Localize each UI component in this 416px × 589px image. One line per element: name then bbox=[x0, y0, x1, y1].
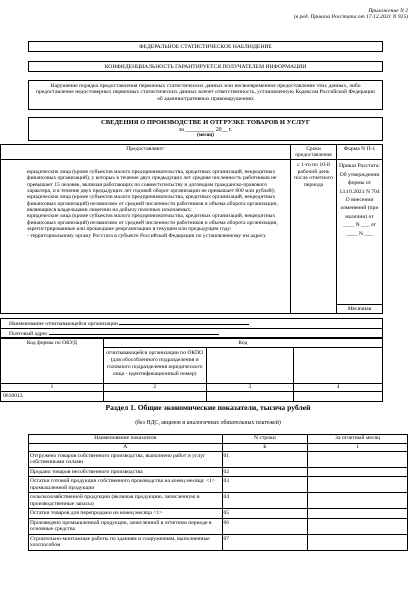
liability-warning bbox=[28, 80, 383, 110]
code-header: Код bbox=[238, 340, 248, 346]
subheader-b: Б bbox=[222, 444, 308, 452]
deadlines-text: с 1-го по 10-й рабочий день после отчетного периода bbox=[294, 162, 333, 188]
observation-text: ФЕДЕРАЛЬНОЕ СТАТИСТИЧЕСКОЕ НАБЛЮДЕНИЕ bbox=[139, 44, 272, 50]
deadlines-body-cell bbox=[291, 160, 337, 314]
row-number: 07 bbox=[222, 534, 308, 550]
period-year: 20__ г. bbox=[215, 126, 232, 133]
submitters-text: юридические лица (кроме субъектов малого предпринимательства, кредитных организаций, некредитных финансовых организаций), у которых в течение двух предыдущих лет средняя численность работников не превышает 15 человек, включая работающих по совместительству и договорам гражданско-правового характера, и в течение двух предыдущих лет годовой оборот организации не превышает 800 млн рублей); юридические лица (кроме субъектов малого предпринимательства, кредитных организаций, некредитных финансовых организаций) независимо от средней численности работников и объема оборота организации, являющиеся владельцами лицензии на добычу полезных ископаемых; юридические лица (кроме субъектов малого предпринимательства, кредитных организаций, некредитных финансовых организаций) независимо от средней численности работников и объема оборота организации, зарегистрированные или прошедшие реорганизацию в текущем или предыдущем году: - территориальному органу Росстата в субъекте Российской Федерации по установленному им адресу bbox=[27, 168, 278, 239]
codes-table bbox=[0, 338, 383, 402]
table-row bbox=[29, 493, 408, 509]
reporting-period bbox=[29, 127, 382, 134]
header-line-number: N строки bbox=[222, 435, 308, 444]
appendix-number: Приложение N 2 bbox=[368, 8, 408, 14]
form-order-text: Приказ Росстата: Об утверждении формы от 13.10.2021 N 704 О внесении изменений (при наличии) от ____ N ___ от ____ N ___ bbox=[339, 163, 380, 237]
okpo-header-cell bbox=[103, 348, 206, 384]
submitters-header: Предоставляют: bbox=[126, 146, 165, 152]
table-row bbox=[29, 452, 408, 468]
row-name: Остатки товаров для перепродажи на конец месяца <1> bbox=[29, 509, 223, 518]
form-number-cell bbox=[337, 145, 383, 160]
okud-code-value: 0610013 bbox=[1, 392, 104, 401]
submitters-header-cell bbox=[1, 145, 291, 160]
deadlines-header: Сроки предоставления bbox=[295, 146, 332, 159]
row-number: 05 bbox=[222, 509, 308, 518]
row-number: 01 bbox=[222, 452, 308, 468]
row-number: 03 bbox=[222, 477, 308, 493]
period-month-blank: __________ bbox=[185, 126, 215, 133]
form-title-box bbox=[28, 117, 383, 141]
code-col4-value-cell[interactable] bbox=[294, 392, 383, 401]
col-number-2: 2 bbox=[103, 384, 206, 392]
row-name: сельскохозяйственной продукции (включая продукцию, зачисленную в производственные запасы) bbox=[29, 493, 223, 509]
header-reporting-month: За отчетный месяц bbox=[308, 435, 408, 444]
row-value-cell[interactable] bbox=[308, 493, 408, 509]
okpo-value-cell[interactable] bbox=[103, 392, 206, 401]
table-row bbox=[29, 468, 408, 477]
row-number: 06 bbox=[222, 518, 308, 534]
table-row bbox=[29, 534, 408, 550]
organization-name-row bbox=[0, 318, 383, 328]
section1-subtitle: (без НДС, акцизов и аналогичных обязательных платежей) bbox=[135, 420, 281, 426]
row-value-cell[interactable] bbox=[308, 468, 408, 477]
row-number: 02 bbox=[222, 468, 308, 477]
table-row bbox=[29, 509, 408, 518]
row-value-cell[interactable] bbox=[308, 534, 408, 550]
confidentiality-text: КОНФИДЕНЦИАЛЬНОСТЬ ГАРАНТИРУЕТСЯ ПОЛУЧАТЕЛЕМ ИНФОРМАЦИИ bbox=[104, 64, 307, 70]
form-number: Форма N П-1 bbox=[343, 146, 376, 152]
postal-address-line bbox=[49, 330, 219, 335]
observation-banner bbox=[28, 41, 383, 52]
col-number-1: 1 bbox=[1, 384, 104, 392]
okpo-header: отчитывающейся организации по ОКПО (для обособленного подразделения и головного подразделения юридического лица - идентификационный номер) bbox=[106, 350, 204, 377]
subheader-a: А bbox=[29, 444, 223, 452]
code-col4-header bbox=[294, 348, 383, 384]
submission-table bbox=[0, 144, 383, 314]
form-periodicity: Месячная bbox=[337, 304, 382, 312]
postal-address-row bbox=[0, 328, 383, 338]
submitters-body-cell bbox=[1, 160, 291, 314]
code-col3-value-cell[interactable] bbox=[206, 392, 294, 401]
col-number-4: 4 bbox=[294, 384, 383, 392]
row-name: Произведено промышленной продукции, зачисленной в отчетном периоде в основные средства bbox=[29, 518, 223, 534]
table-row bbox=[29, 518, 408, 534]
form-order-cell bbox=[337, 160, 383, 314]
row-value-cell[interactable] bbox=[308, 509, 408, 518]
table-row bbox=[29, 477, 408, 493]
organization-name-line bbox=[119, 320, 249, 325]
row-name: Отгружено товаров собственного производства, выполнено работ и услуг собственными силами bbox=[29, 452, 223, 468]
section1-table bbox=[28, 434, 408, 551]
code-col3-header bbox=[206, 348, 294, 384]
deadlines-header-cell bbox=[291, 145, 337, 160]
row-name: Строительно-монтажные работы по зданиям и сооружениям, выполненные хозспособом bbox=[29, 534, 223, 550]
okud-header: Код формы по ОКУД bbox=[26, 340, 77, 346]
row-value-cell[interactable] bbox=[308, 452, 408, 468]
row-name: Продано товаров несобственного производства bbox=[29, 468, 223, 477]
row-value-cell[interactable] bbox=[308, 477, 408, 493]
row-number: 04 bbox=[222, 493, 308, 509]
organization-name-label: Наименование отчитывающейся организации bbox=[9, 321, 118, 327]
period-prefix: за bbox=[179, 126, 184, 133]
header-indicator-name: Наименование показателя bbox=[29, 435, 223, 444]
row-name: Остатки готовой продукции собственного производства на конец месяца: <1> промышленной продукции bbox=[29, 477, 223, 493]
confidentiality-banner bbox=[28, 61, 383, 72]
appendix-amendment: (в ред. Приказа Росстата от 17.12.2021 N 925) bbox=[293, 14, 408, 21]
period-note: (месяц) bbox=[197, 133, 214, 139]
liability-warning-text: Нарушение порядка предоставления первичных статистических данных или несвоевременное предоставление этих данных, либо предоставление недостоверных первичных статистических данных влечет ответственность, установленную Кодексом Российской Федерации об административных правонарушениях bbox=[36, 83, 375, 102]
subheader-1: 1 bbox=[308, 444, 408, 452]
col-number-3: 3 bbox=[206, 384, 294, 392]
okud-header-cell bbox=[1, 339, 104, 384]
postal-address-label: Почтовый адрес bbox=[9, 331, 48, 337]
row-value-cell[interactable] bbox=[308, 518, 408, 534]
section1-title: Раздел 1. Общие экономические показатели, тысяча рублей bbox=[105, 403, 311, 412]
appendix-note bbox=[250, 8, 408, 21]
form-title: СВЕДЕНИЯ О ПРОИЗВОДСТВЕ И ОТГРУЗКЕ ТОВАРОВ И УСЛУГ bbox=[100, 119, 311, 126]
code-header-cell bbox=[103, 339, 382, 348]
